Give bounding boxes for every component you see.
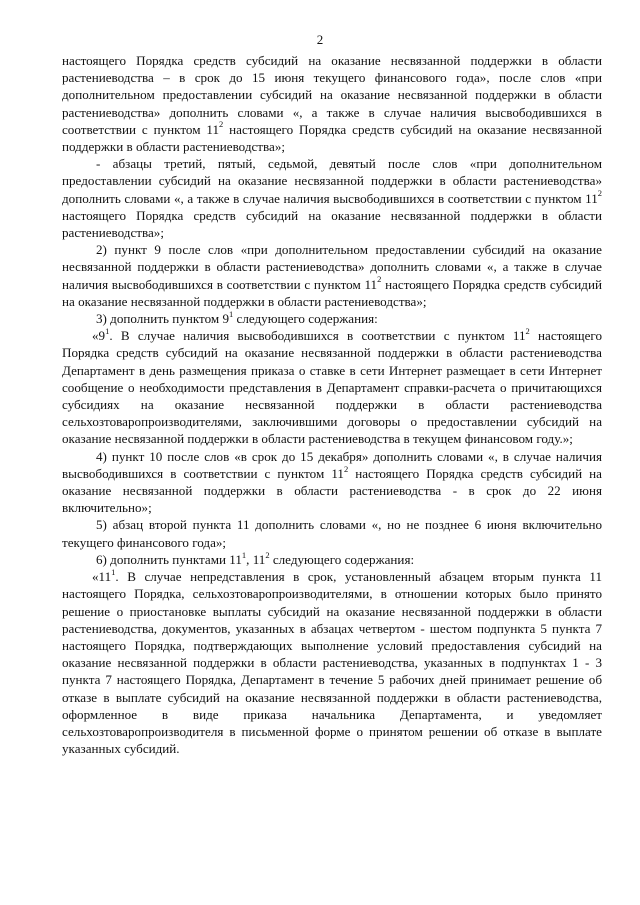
superscript: 1 <box>111 566 116 577</box>
text-run: 4) пункт 10 после слов «в срок до 15 декабря» дополнить словами «, в случае наличия высвободившихся в соответствии с пунктом 11 <box>62 448 602 481</box>
superscript: 1 <box>241 549 247 560</box>
text-run: 5) абзац второй пункта 11 дополнить словами «, но не позднее 6 июня включительно текущего финансового года»; <box>62 517 602 550</box>
paragraph-continuation <box>62 52 602 155</box>
paragraph-item-2 <box>62 241 602 310</box>
page-number: 2 <box>316 32 324 47</box>
superscript: 2 <box>219 119 224 130</box>
text-run: , 11 <box>246 551 266 567</box>
text-run: настоящего Порядка средств субсидий на оказание несвязанной поддержки в области растениеводства»; <box>62 276 602 309</box>
text-run: следующего содержания: <box>233 311 378 327</box>
paragraph-clause-11-1 <box>62 568 602 757</box>
text-run: 3) дополнить пунктом 9 <box>96 311 229 327</box>
text-run: «11 <box>92 569 112 585</box>
paragraph-clause-9-1 <box>62 327 602 447</box>
text-run: 6) дополнить пунктами 11 <box>96 551 242 567</box>
superscript: 2 <box>597 188 602 199</box>
text-run: настоящего Порядка средств субсидий на оказание несвязанной поддержки в области растениеводства»; <box>62 121 602 155</box>
superscript: 1 <box>229 308 234 319</box>
paragraph-item-4 <box>62 448 602 517</box>
text-run: настоящего Порядка средств субсидий на оказание несвязанной поддержки в области растениеводства - в срок до 22 июня включительно»; <box>62 465 602 516</box>
text-run: настоящего Порядка средств субсидий на оказание несвязанной поддержки в области растениеводства – в срок до 15 июня текущего финансового года», после слов «при дополнительном предоставлении субсидий на оказание несвязанной поддержки в области растениеводства» дополнить словами «, а также в случае наличия высвободившихся в соответствии с пунктом 11 <box>62 53 602 137</box>
text-run: - абзацы третий, пятый, седьмой, девятый после слов «при дополнительном предоставлении субсидий на оказание несвязанной поддержки в области растениеводства» дополнить словами «, а также в случае наличия высвободившихся в соответствии с пунктом 11 <box>62 156 602 206</box>
document-body <box>62 52 602 757</box>
superscript: 2 <box>343 463 349 474</box>
text-run: следующего содержания: <box>269 551 415 567</box>
superscript: 2 <box>525 325 530 336</box>
text-run: . В случае непредставления в срок, установленный абзацем вторым пункта 11 настоящего Порядка, сельхозтоваропроизводителями, в отношении которых было принято решение о приостановке выплаты субсидий на оказание несвязанной поддержки в области растениеводства, документов, указанных в абзацах четвертом - шестом подпункта 5 пункта 7 настоящего Порядка, подтверждающих выполнение условий предоставления субсидий на оказание несвязанной поддержки в области растениеводства, указанных в подпунктах 1 - 3 пункта 7 настоящего Порядка, Департамент в течение 5 рабочих дней принимает решение об отказе в выплате субсидий на оказание несвязанной поддержки в области растениеводства, оформленное в виде приказа начальника Департамента, и уведомляет сельхозтоваропроизводителя в письменной форме о принятом решении об отказе в выплате указанных субсидий. <box>62 569 602 757</box>
text-run: . В случае наличия высвободившихся в соответствии с пунктом 11 <box>109 328 526 344</box>
text-run: настоящего Порядка средств субсидий на оказание несвязанной поддержки в области растениеводства Департамент в день размещения приказа о ставке в сети Интернет размещает в сети Интернет сообщение о необходимости представления в Департамент справки-расчета о причитающихся субсидиях на оказание несвязанной поддержки в области растениеводства сельхозтоваропроизводителями, заключившими договоры о предоставлении субсидий на оказание несвязанной поддержки в области растениеводства в текущем финансовом году.»; <box>62 328 602 447</box>
paragraph-item-6 <box>62 551 602 568</box>
paragraph-item-3 <box>62 310 602 327</box>
superscript: 2 <box>265 549 270 560</box>
superscript: 2 <box>377 274 382 285</box>
text-run: 2) пункт 9 после слов «при дополнительном предоставлении субсидий на оказание несвязанной поддержки в области растениеводства» дополнить словами «, а также в случае наличия высвободившихся в соответствии с пунктом 11 <box>62 242 602 292</box>
superscript: 1 <box>105 325 110 336</box>
text-run: настоящего Порядка средств субсидий на оказание несвязанной поддержки в области растениеводства»; <box>62 207 602 241</box>
text-run: «9 <box>92 328 106 344</box>
paragraph-item-5 <box>62 516 602 550</box>
paragraph-amendment-paragraphs <box>62 155 602 241</box>
